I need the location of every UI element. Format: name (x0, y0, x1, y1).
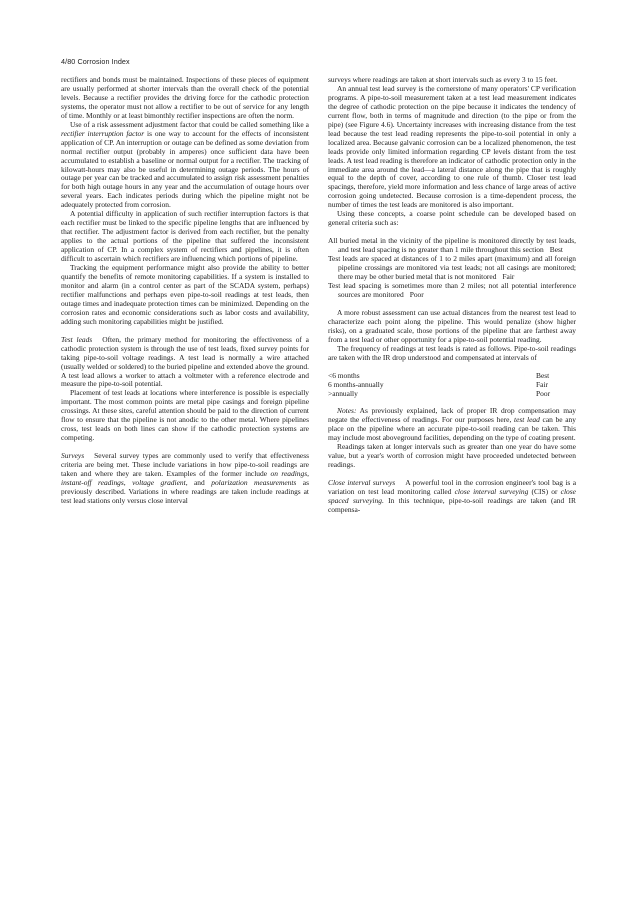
frequency-table (328, 372, 576, 399)
right-paragraph-5: The frequency of readings at test leads is rated as follows. Pipe-to-soil readings are taken with the IR drop understood and compensated at intervals of (328, 343, 576, 362)
left-paragraph-1: rectifiers and bonds must be maintained. Inspections of these pieces of equipment are usually performed at shorter intervals than the overall check of the potential levels. Because a rectifier provides the driving force for the cathodic protection systems, the operator must not allow a rectifier to be out of service for any length of time. Monthly or at least bimonthly rectifier inspections are often the norm. (61, 75, 309, 120)
cis-text-start: A powerful tool in the corrosion engineer's tool bag is a variation on test lead monitoring called (328, 478, 577, 497)
left-paragraph-2 (61, 121, 309, 211)
criteria-rating: Fair (502, 272, 515, 282)
criteria-text: Test lead spacing is sometimes more than 2 miles; not all potential interference sources are monitored (328, 280, 576, 299)
left-p2-start: Use of a risk assessment adjustment factor that could be called something like a (70, 119, 309, 129)
cis-paragraph (328, 479, 576, 515)
surveys-sep-1: , (307, 469, 309, 479)
left-p2-end: is one way to account for the effects of inconsistent application of CP. An interruption or outage can be defined as some deviation from normal rectifier output (probably in amperes) once sufficient data have been accumulated to establish a baseline or normal output for a rectifier. The tracking of kilowatt-hours may also be useful in determining outage periods. The hours of outage per year can be tracked and accumulated to assign risk assessment penalties for both high outage hours in any year and the accumulation of outage hours over several years. Each indicates periods during which the pipeline might not be adequately protected from corrosion. (61, 128, 309, 210)
test-lead-term: test lead (514, 415, 540, 425)
surveys-sep-2: , (123, 477, 133, 487)
cis-sep: (CIS) or (528, 487, 561, 497)
frequency-interval: >annually (328, 388, 358, 398)
rectifier-interruption-factor-term: rectifier interruption factor (61, 128, 145, 138)
frequency-rating: Fair (536, 379, 548, 389)
criteria-text: All buried metal in the vicinity of the pipeline is monitored directly by test leads, and test lead spacing is no greater than 1 mile throughout this section (328, 236, 576, 255)
notes-label: Notes: (337, 406, 357, 416)
criteria-item (328, 255, 576, 282)
left-paragraph-3: A potential difficulty in application of such rectifier interruption factors is that each rectifier must be linked to the specific pipeline lengths that are influenced by that rectifier. The adjustment factor is derived from each rectifier, but the penalty applies to the actual portions of the pipeline that suffered the inconsistent application of CP. In a complex system of rectifiers and pipelines, it is often difficult to ascertain which rectifiers are influencing which portions of pipeline. (61, 209, 309, 264)
criteria-rating: Best (549, 245, 563, 255)
on-readings-term: on readings (270, 469, 308, 479)
running-head: 4/80 Corrosion Index (61, 57, 130, 66)
right-paragraph-4: A more robust assessment can use actual distances from the nearest test lead to characterize each point along the pipeline. This would penalize (show higher risks), on a graduated scale, those portions of the pipeline that are farthest away from a test lead or other opportunity for a pipe-to-soil potential reading. (328, 307, 576, 344)
right-column (328, 76, 576, 515)
close-interval-surveying-term: close interval surveying (454, 487, 529, 497)
criteria-item (328, 237, 576, 255)
left-paragraph-4: Tracking the equipment performance might also provide the ability to better quantify the benefits of remote monitoring capabilities. If a system is installed to monitor and alarm (in a control center as part of the SCADA system, perhaps) rectifier malfunctions and perhaps even pipe-to-soil readings at test leads, then outage times and inadequate protection times can be minimized. Depending on the corrosion rates and economic considerations such as labor costs and availability, adding such monitoring capabilities might be justified. (61, 263, 309, 326)
criteria-rating: Poor (409, 289, 424, 299)
frequency-rating: Best (536, 370, 550, 380)
surveys-heading: Surveys (61, 451, 85, 461)
polarization-measurements-term: polarization measurements (211, 477, 297, 487)
surveys-text-end: as previously described. Variations in where readings are taken include readings at test lead stations only versus close interval (61, 477, 309, 505)
criteria-text: Test leads are spaced at distances of 1 to 2 miles apart (maximum) and all foreign pipeline crossings are monitored via test leads; not all casings are monitored; there may be other buried metal that is not monitored (328, 254, 576, 282)
frequency-interval: 6 months-annually (328, 379, 384, 389)
left-column (61, 76, 309, 506)
right-paragraph-2: An annual test lead survey is the cornerstone of many operators' CP verification programs. A pipe-to-soil measurement taken at a test lead measurement indicates the degree of cathodic protection on the pipe because it indicates the tendency of current flow, both in terms of magnitude and direction (to the pipe or from the pipe) (see Figure 4.6). Uncertainty increases with increasing distance from the test lead because the test lead reading represents the pipe-to-soil potential in only a localized area. Because galvanic corrosion can be a localized phenomenon, the test leads provide only limited information regarding CP levels distant from the test leads. A test lead reading is therefore an indicator of cathodic protection only in the immediate area around the lead—a lateral distance along the pipe that is roughly equal to the depth of cover, according to one rule of thumb. Closer test lead spacings, therefore, yield more information and less chance of large areas of active corrosion going undetected. Because corrosion is a time-dependent process, the number of times the test leads are monitored is also important. (328, 83, 576, 210)
test-leads-paragraph (61, 336, 309, 390)
test-leads-heading: Test leads (61, 334, 93, 344)
left-paragraph-6: Placement of test leads at locations where interference is possible is especially important. The most common points are metal pipe casings and foreign pipeline crossings. At these sites, careful attention should be paid to the direction of current flow to ensure that the pipeline is not anodic to the other metal. Where pipelines cross, test leads on both lines can show if the cathodic protection systems are competing. (61, 388, 309, 443)
cis-heading: Close interval surveys (328, 478, 396, 488)
surveys-sep-3: , and (185, 477, 212, 487)
criteria-item (328, 282, 576, 300)
notes-text-end: can be any place on the pipeline where an accurate pipe-to-soil reading can be taken. This may include most aboveground facilities, depending on the type of coating present. (328, 415, 576, 443)
criteria-list (328, 237, 576, 300)
surveys-text-start: Several survey types are commonly used to verify that effectiveness criteria are being met. These include variations in how pipe-to-soil readings are taken and where they are taken. Examples of the former include (61, 451, 309, 479)
frequency-rating: Poor (536, 388, 551, 398)
frequency-interval: <6 months (328, 370, 360, 380)
right-paragraph-7: Readings taken at longer intervals such as greater than one year do have some value, but a year's worth of corrosion might have proceeded undetected between readings. (328, 442, 576, 470)
right-paragraph-1: surveys where readings are taken at short intervals such as every 3 to 15 feet. (328, 75, 558, 84)
voltage-gradient-term: voltage gradient (132, 477, 186, 487)
table-row (328, 390, 576, 399)
notes-text-start: As previously explained, lack of proper IR drop compensation may negate the effectiveness of readings. For our purposes here, (328, 406, 576, 425)
notes-paragraph (328, 407, 576, 443)
test-leads-text: Often, the primary method for monitoring the effectiveness of a cathodic protection system is through the use of test leads, fixed survey points for taking pipe-to-soil voltage readings. A test lead is normally a wire attached (usually welded or soldered) to the buried pipeline and extended above the ground. A test lead allows a worker to attach a voltmeter with a reference electrode and measure the pipe-to-soil potential. (61, 334, 309, 389)
right-paragraph-3: Using these concepts, a coarse point schedule can be developed based on general criteria such as: (328, 209, 576, 228)
surveys-paragraph (61, 452, 309, 506)
instant-off-readings-term: instant-off readings (61, 477, 124, 487)
close-spaced-surveying-term: close spaced surveying (328, 487, 576, 506)
cis-text-end: . In this technique, pipe-to-soil readings are taken (and IR compensa- (328, 496, 576, 514)
